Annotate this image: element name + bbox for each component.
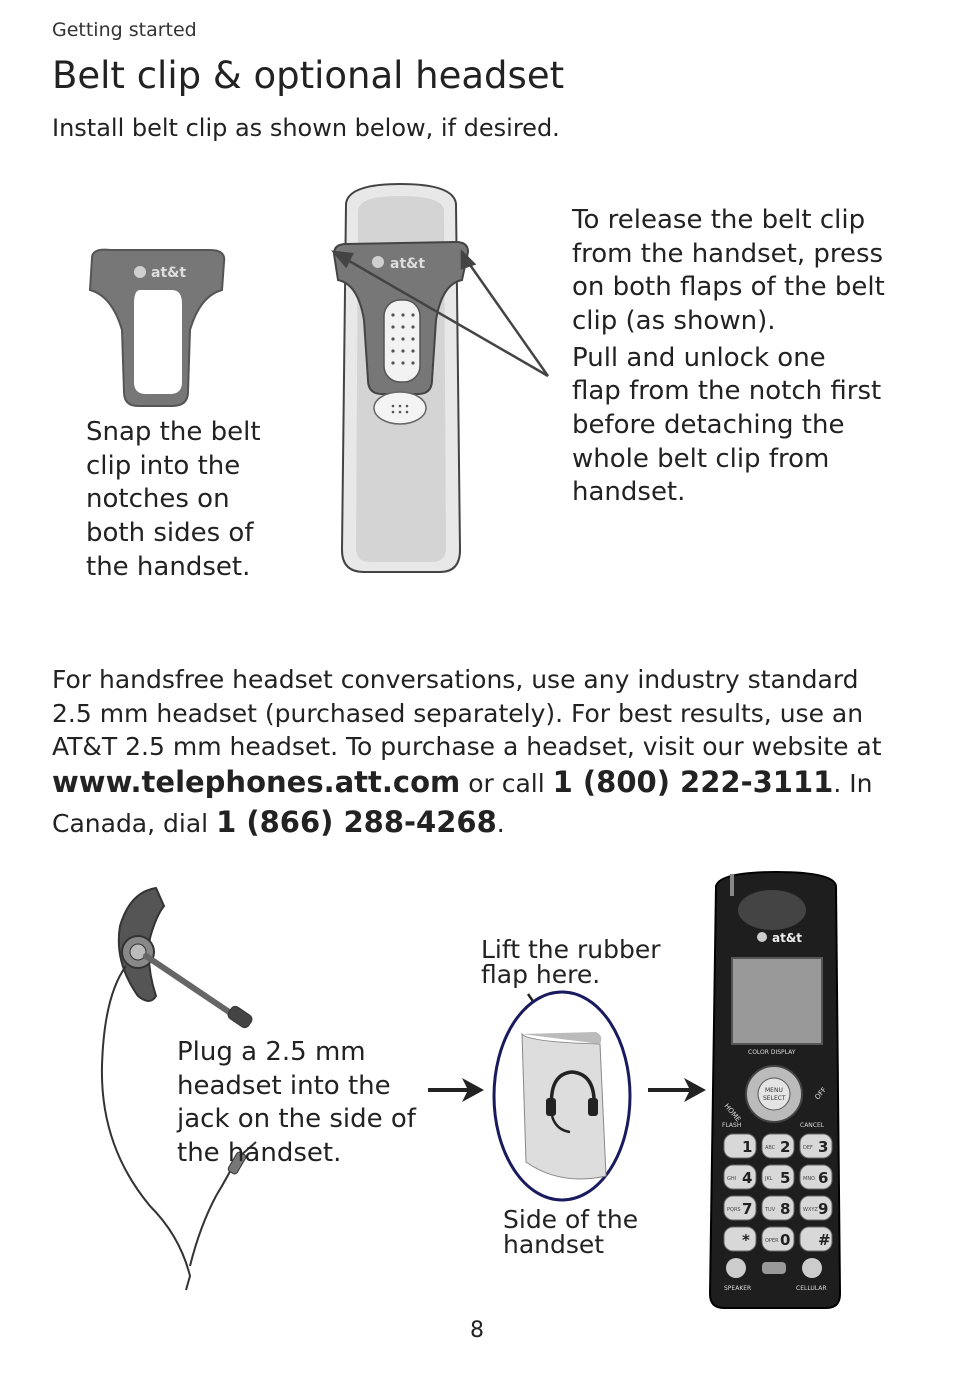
key-letters: WXYZ <box>803 1207 818 1213</box>
phone-us: 1 (800) 222-3111 <box>552 764 834 799</box>
lift-instructions: Lift the rubber flap here. <box>481 935 661 989</box>
svg-text:CANCEL: CANCEL <box>800 1122 825 1129</box>
svg-text:SPEAKER: SPEAKER <box>724 1285 752 1292</box>
handset-front-image <box>710 872 840 1308</box>
key-letters: GHI <box>727 1176 737 1182</box>
website-link[interactable]: www.telephones.att.com <box>52 764 461 799</box>
key-letters: OPER <box>765 1238 779 1244</box>
att-globe-icon <box>757 932 767 942</box>
key-digit: 3 <box>818 1138 829 1156</box>
key-hash-button[interactable] <box>800 1227 832 1251</box>
svg-text:SELECT: SELECT <box>763 1095 786 1102</box>
section-label: Getting started <box>52 19 197 41</box>
handset-back-image <box>334 184 468 572</box>
key-digit: 2 <box>780 1138 791 1156</box>
svg-text:COLOR DISPLAY: COLOR DISPLAY <box>748 1049 796 1056</box>
att-globe-icon <box>134 266 146 278</box>
svg-text:at&t: at&t <box>772 931 803 945</box>
arrow-to-jack <box>428 1078 484 1102</box>
key-digit: 6 <box>818 1169 829 1187</box>
key-4-button[interactable] <box>724 1165 756 1189</box>
svg-text:CELLULAR: CELLULAR <box>796 1285 827 1292</box>
phone-canada: 1 (866) 288-4268 <box>216 805 497 839</box>
key-digit: 4 <box>742 1169 753 1187</box>
key-3-button[interactable] <box>800 1134 832 1158</box>
key-digit: 0 <box>780 1231 791 1249</box>
key-digit: # <box>818 1231 831 1249</box>
key-8-button[interactable] <box>762 1196 794 1220</box>
key-digit: 5 <box>780 1169 791 1187</box>
cellular-button[interactable] <box>802 1258 822 1278</box>
key-letters: MNO <box>803 1176 815 1182</box>
speaker-button[interactable] <box>726 1258 746 1278</box>
belt-clip-image <box>90 250 224 406</box>
headset-paragraph: For handsfree headset conversations, use any industry standard 2.5 mm headset (purchased separately). For best results, use an AT&T 2.5 mm headset. To purchase a headset, visit our website at www.telephones.att.com or call 1 (800) 222-3111. In Canada, dial 1 (866) 288-4268. <box>52 665 882 839</box>
svg-text:HOME: HOME <box>722 1102 743 1124</box>
pull-instructions: Pull and unlock one flap from the notch first before detaching the whole belt clip from handset. <box>572 343 882 507</box>
headset-diagram <box>0 866 954 1316</box>
side-label: Side of the handset <box>503 1205 639 1259</box>
key-digit: 7 <box>742 1200 753 1218</box>
key-digit: 9 <box>818 1200 829 1218</box>
key-9-button[interactable] <box>800 1196 832 1220</box>
page-number: 8 <box>470 1318 484 1343</box>
key-digit: * <box>742 1231 750 1249</box>
page-title: Belt clip & optional headset <box>52 54 565 97</box>
handset-brand: at&t <box>390 256 426 272</box>
key-2-button[interactable] <box>762 1134 794 1158</box>
key-letters: ABC <box>765 1145 776 1151</box>
key-letters: JKL <box>765 1176 773 1182</box>
key-digit: 1 <box>742 1138 753 1156</box>
phone-screen <box>732 958 822 1044</box>
arrow-to-handset <box>648 1078 706 1102</box>
belt-clip-intro: Install belt clip as shown below, if desired. <box>52 114 560 142</box>
clip-brand: at&t <box>151 265 187 281</box>
key-letters: PQRS <box>727 1207 741 1213</box>
belt-clip-illustration <box>0 170 954 600</box>
jack-closeup <box>494 992 630 1200</box>
key-letters: TUV <box>765 1207 776 1213</box>
mic-grille <box>762 1262 786 1274</box>
snap-instructions: Snap the belt clip into the notches on both sides of the handset. <box>86 417 261 582</box>
release-instructions: To release the belt clip from the handset, press on both flaps of the belt clip (as shown). <box>572 205 885 336</box>
key-7-button[interactable] <box>724 1196 756 1220</box>
key-digit: 8 <box>780 1200 791 1218</box>
key-6-button[interactable] <box>800 1165 832 1189</box>
svg-text:FLASH: FLASH <box>722 1122 742 1129</box>
svg-text:OFF: OFF <box>813 1085 829 1102</box>
key-star-button[interactable] <box>724 1227 756 1251</box>
svg-text:MENU: MENU <box>765 1087 783 1094</box>
plug-instructions: Plug a 2.5 mm headset into the jack on the side of the handset. <box>177 1037 416 1168</box>
key-letters: DEF <box>803 1145 813 1151</box>
key-0-button[interactable] <box>762 1227 794 1251</box>
key-5-button[interactable] <box>762 1165 794 1189</box>
menu-select-button[interactable] <box>758 1078 790 1110</box>
key-1-button[interactable] <box>724 1134 756 1158</box>
att-globe-icon <box>372 256 384 268</box>
